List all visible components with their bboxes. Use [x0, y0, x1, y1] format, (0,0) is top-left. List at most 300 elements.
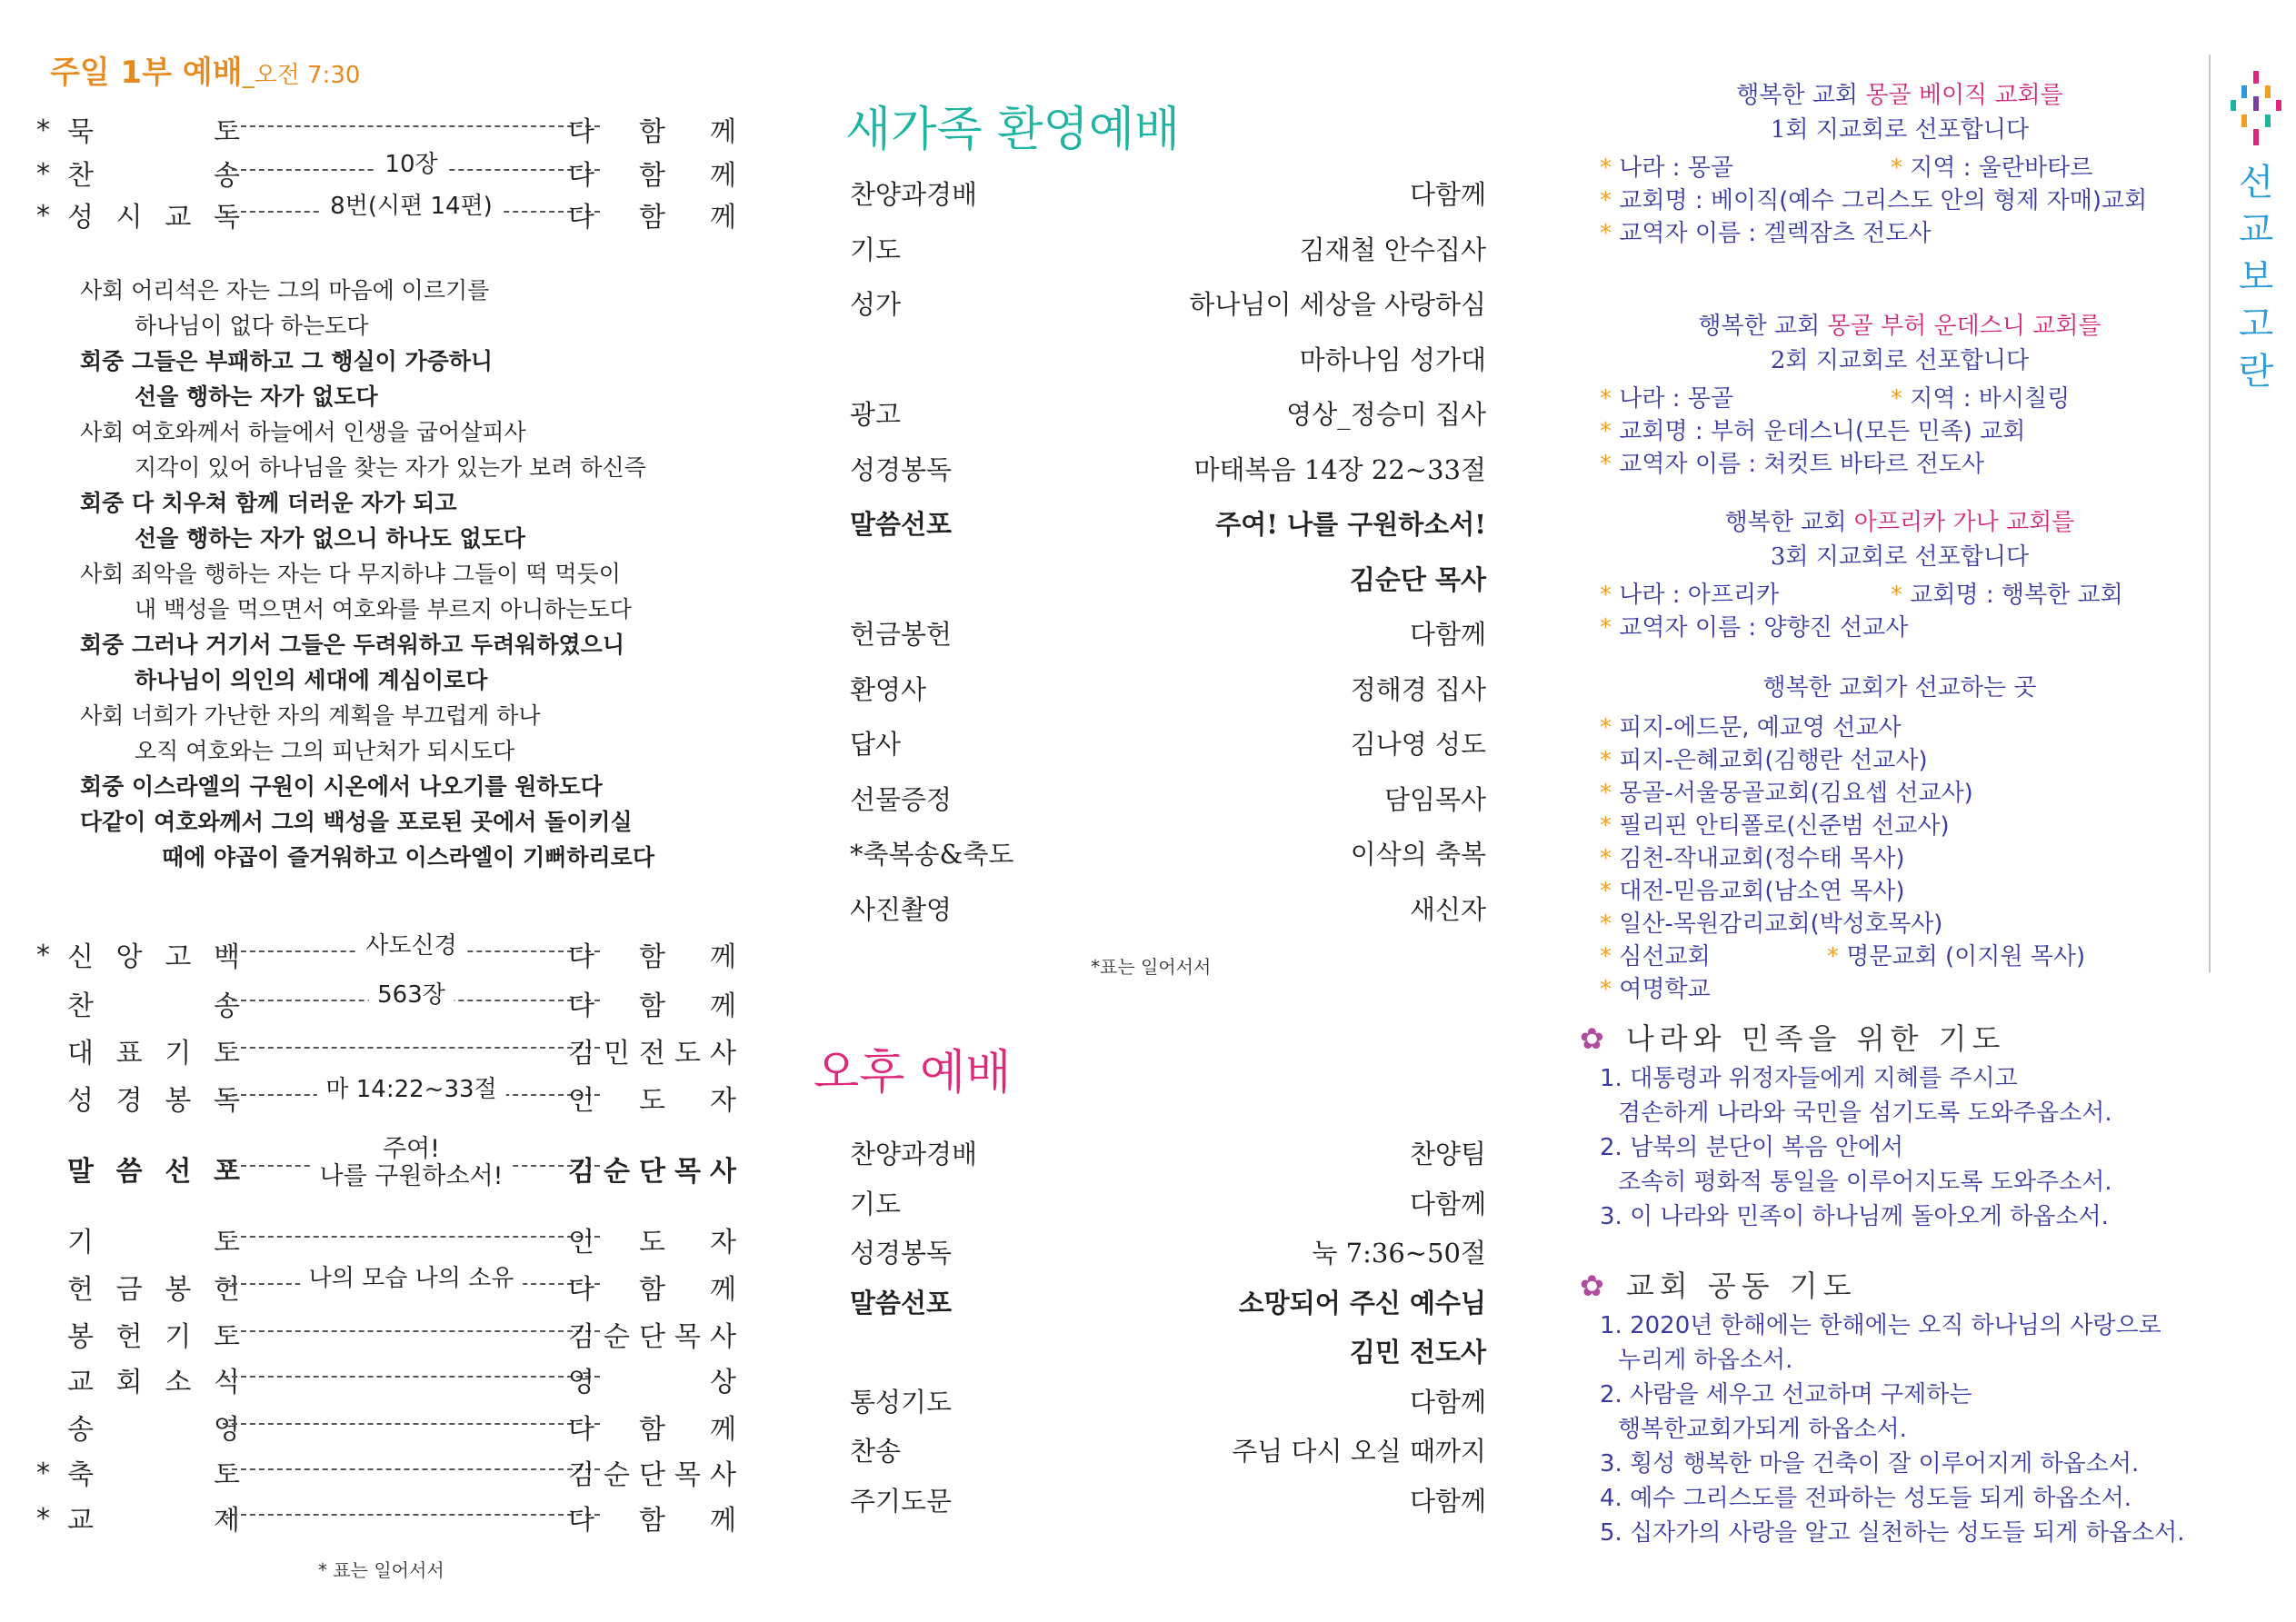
program-item: 기도: [850, 1188, 902, 1219]
label-char: 교: [67, 1505, 94, 1537]
program-item: 통성기도: [850, 1386, 953, 1418]
order-leader: [223, 1407, 600, 1443]
program-row: [850, 724, 1486, 764]
program-leader: 김민 전도사: [1349, 1337, 1486, 1368]
mission-item: * 몽골-서울몽골교회(김요셉 선교사): [1600, 780, 1973, 807]
psalm-line: 지각이 있어 하나님을 찾는 자가 있는가 보려 하신즉: [135, 454, 646, 481]
who-char: 순: [604, 1156, 630, 1188]
program-leader: 마하나임 성가대: [1299, 343, 1486, 375]
bullet-star: *: [1600, 845, 1612, 872]
who-char: 자: [710, 1227, 736, 1259]
label-char: 도: [214, 116, 240, 148]
mission-item: * 교역자 이름 : 쳐컷트 바타르 전도사: [1600, 451, 1984, 478]
program-item: 주기도문: [850, 1485, 953, 1517]
bullet-star: *: [1600, 911, 1612, 938]
label-char: 제: [214, 1505, 240, 1537]
program-item: 선물증정: [850, 783, 953, 815]
program-row: [850, 394, 1486, 434]
order-leader-name: [568, 1078, 736, 1118]
who-char: 단: [639, 1459, 665, 1491]
label-char: 앙: [115, 941, 143, 973]
order-leader: [223, 934, 600, 970]
psalm-line: 선을 행하는 자가 없도다: [135, 383, 378, 410]
label-char: 헌: [115, 1321, 143, 1353]
order-row: [36, 1030, 736, 1076]
prayer-line: 4. 예수 그리스도를 전파하는 성도들 되게 하옵소서.: [1600, 1485, 2131, 1512]
order-detail: 사도신경: [356, 932, 465, 960]
label-char: 고: [165, 941, 192, 973]
prayer-title: [1580, 1263, 1857, 1305]
label-char: 기: [165, 1038, 192, 1070]
label-char: 교: [165, 202, 192, 234]
label-char: 교: [67, 1367, 94, 1398]
psalm-line: 하나님이 의인의 세대에 계심이로다: [135, 667, 488, 693]
program-leader: 새신자: [1409, 893, 1486, 925]
order-row: [36, 1135, 736, 1194]
program-item: 답사: [850, 729, 902, 760]
who-char: 함: [639, 941, 665, 973]
order-row: [36, 1452, 736, 1498]
title-suffix: 3회 지교회로 선포합니다: [1770, 543, 2030, 571]
psalm-line: 하나님이 없다 하는도다: [135, 313, 369, 339]
prayer-line: 1. 대통령과 위정자들에게 지혜를 주시고: [1600, 1065, 2018, 1092]
mission-report-title: 선교보고란: [2238, 162, 2274, 393]
mission-item: * 나라 : 몽골: [1600, 385, 1734, 413]
order-leader: [223, 1078, 600, 1114]
mission-item: * 교역자 이름 : 겔렉잠츠 전도사: [1600, 220, 1932, 247]
order-row: [36, 109, 736, 154]
label-char: 독: [214, 1085, 240, 1117]
order-leader: [223, 109, 600, 145]
program-item: 사진촬영: [850, 893, 953, 925]
program-leader: 찬양팀: [1409, 1139, 1486, 1169]
prayer-line: 조속히 평화적 통일을 이루어지도록 도와주소서.: [1618, 1169, 2112, 1196]
label-char: 기: [165, 1321, 192, 1353]
label-char: 소: [165, 1367, 192, 1398]
order-leader: [223, 1314, 600, 1350]
order-leader-name: [568, 1149, 736, 1189]
label-char: 표: [115, 1038, 143, 1070]
who-char: 함: [639, 202, 665, 234]
order-label: [67, 153, 240, 193]
who-char: 께: [710, 160, 736, 192]
mission-item: * 나라 : 몽골: [1600, 154, 1734, 182]
program-item: 환영사: [850, 673, 927, 705]
who-char: 전: [639, 1038, 665, 1070]
label-char: 성: [67, 202, 94, 234]
order-leader-name: [568, 1498, 736, 1537]
order-leader: [223, 1219, 600, 1256]
mission-block-title: [1600, 78, 2200, 147]
psalm-line: 때에 야곱이 즐거워하고 이스라엘이 기뻐하리로다: [162, 844, 654, 871]
stand-mark: *: [36, 1503, 50, 1535]
order-row: [36, 153, 736, 198]
title-highlight: 아프리카 가나 교회를: [1853, 509, 2075, 536]
mission-block-title: [1600, 505, 2200, 574]
stand-mark: *: [36, 200, 50, 232]
program-leader: 담임목사: [1383, 783, 1486, 815]
bullet-star: *: [1891, 582, 1902, 609]
program-leader: 주여! 나를 구원하소서!: [1215, 509, 1486, 540]
mission-item: * 김천-작내교회(정수태 목사): [1600, 845, 1905, 872]
program-leader: 소망되어 주신 예수님: [1238, 1287, 1486, 1318]
who-char: 께: [710, 116, 736, 148]
order-detail: 8번(시편 14편): [321, 193, 502, 220]
mission-item: * 여명학교: [1600, 976, 1711, 1003]
title-prefix: 행복한 교회: [1736, 82, 1866, 109]
program-row: [850, 670, 1486, 710]
who-char: 김: [568, 1459, 594, 1491]
prayer-line: 겸손하게 나라와 국민을 섬기도록 도와주옵소서.: [1618, 1100, 2112, 1127]
program-item: 찬송: [850, 1436, 902, 1467]
label-char: 송: [67, 1414, 94, 1446]
order-detail: 563장: [368, 981, 454, 1009]
psalm-line: 회중 그들은 부패하고 그 행실이 가증하니: [80, 348, 494, 374]
prayer-title-text: 교회 공동 기도: [1625, 1269, 1857, 1303]
program-leader: 김순단 목사: [1349, 563, 1486, 595]
who-char: 다: [568, 941, 594, 973]
order-leader-name: [568, 934, 736, 974]
order-row: [36, 1498, 736, 1543]
order-leader: [223, 153, 600, 189]
bullet-star: *: [1600, 187, 1612, 214]
order-row: [36, 1359, 736, 1405]
label-char: 송: [214, 160, 240, 192]
bullet-star: *: [1600, 220, 1612, 247]
bullet-star: *: [1600, 614, 1612, 642]
order-label: [67, 1359, 240, 1399]
mission-item: * 나라 : 아프리카: [1600, 582, 1780, 609]
prayer-line: 행복한교회가되게 하옵소서.: [1618, 1416, 1907, 1443]
dotted-leader: [223, 1468, 600, 1470]
who-char: 함: [639, 1505, 665, 1537]
order-leader-name: [568, 1030, 736, 1070]
who-char: 순: [604, 1459, 630, 1491]
psalm-line: 회중 다 치우쳐 함께 더러운 자가 되고: [80, 490, 457, 516]
bullet-star: *: [1827, 943, 1839, 970]
bullet-star: *: [1600, 747, 1612, 774]
program-row: [850, 230, 1486, 270]
psalm-line: 오직 여호와는 그의 피난처가 되시도다: [135, 738, 515, 764]
prayer-line: 2. 사람을 세우고 선교하며 구제하는: [1600, 1381, 1972, 1408]
order-label: [67, 1219, 240, 1259]
who-char: 순: [604, 1321, 630, 1353]
order-label: [67, 109, 240, 149]
mission-item: * 대전-믿음교회(남소연 목사): [1600, 878, 1905, 905]
program-leader: 정해경 집사: [1350, 673, 1486, 705]
label-char: 도: [214, 1227, 240, 1259]
new-family-title: 새가족 환영예배: [845, 103, 1181, 157]
stand-mark: *: [36, 940, 50, 971]
label-char: 말: [67, 1156, 94, 1188]
who-char: 함: [639, 116, 665, 148]
bullet-star: *: [1600, 878, 1612, 905]
label-char: 찬: [67, 990, 94, 1022]
label-char: 백: [214, 941, 240, 973]
order-leader-name: [568, 153, 736, 193]
order-label: [67, 1030, 240, 1070]
who-char: 자: [710, 1085, 736, 1117]
title-suffix: 2회 지교회로 선포합니다: [1770, 347, 2030, 374]
label-char: 시: [115, 202, 143, 234]
who-char: 목: [674, 1321, 701, 1353]
order-row: [36, 1267, 736, 1312]
program-row: [850, 1332, 1486, 1372]
order-leader-name: [568, 1219, 736, 1259]
who-char: 김: [568, 1038, 594, 1070]
mission-fields-title: 행복한 교회가 선교하는 곳: [1762, 674, 2037, 702]
label-char: 송: [214, 990, 240, 1022]
program-row: [850, 1233, 1486, 1273]
who-char: 사: [710, 1156, 736, 1188]
responsive-reading: [80, 273, 771, 875]
mission-item: * 명문교회 (이지원 목사): [1827, 943, 2086, 970]
label-char: 회: [115, 1367, 143, 1398]
mission-item: * 교회명 : 부허 운데스니(모든 민족) 교회: [1600, 418, 2026, 445]
who-char: 목: [674, 1459, 701, 1491]
program-leader: 주님 다시 오실 때까지: [1232, 1436, 1486, 1467]
stand-mark: *: [36, 114, 50, 146]
bullet-star: *: [1600, 385, 1612, 413]
program-leader: 눅 7:36~50절: [1312, 1238, 1486, 1269]
order-detail: 10장: [375, 151, 446, 178]
order-leader-name: [568, 1452, 736, 1492]
divider-line: [2209, 55, 2211, 972]
who-char: 도: [639, 1227, 665, 1259]
program-row: [850, 834, 1486, 874]
order-label: [67, 1314, 240, 1354]
order-label: [67, 983, 240, 1023]
program-row: [850, 890, 1486, 930]
who-char: 인: [568, 1227, 594, 1259]
dotted-leader: [223, 1423, 600, 1425]
bullet-star: *: [1600, 451, 1612, 478]
program-leader: 마태복음 14장 22~33절: [1193, 453, 1486, 485]
who-char: 목: [674, 1156, 701, 1188]
church-logo: [2229, 71, 2283, 145]
title-suffix: 1회 지교회로 선포합니다: [1770, 116, 2030, 144]
who-char: 함: [639, 1274, 665, 1306]
prayer-line: 누리게 하옵소서.: [1618, 1347, 1793, 1374]
flower-icon: ✿: [1580, 1021, 1604, 1056]
mission-item: * 지역 : 바시칠링: [1891, 385, 2071, 413]
prayer-title: [1580, 1016, 2005, 1058]
mission-item: * 필리핀 안티폴로(신준범 선교사): [1600, 812, 1950, 840]
order-row: [36, 1219, 736, 1265]
program-item: 말씀선포: [850, 509, 953, 540]
order-leader: [223, 1452, 600, 1488]
order-leader: [223, 1030, 600, 1067]
program-row: [850, 614, 1486, 654]
label-char: 봉: [67, 1321, 94, 1353]
order-leader-name: [568, 1267, 736, 1307]
order-row: [36, 194, 736, 240]
title-time: _오전 7:30: [242, 62, 361, 89]
program-row: [850, 780, 1486, 820]
program-row: [850, 1481, 1486, 1521]
bullet-star: *: [1600, 812, 1612, 840]
order-detail: 주여! 나를 구원하소서!: [311, 1136, 513, 1190]
label-char: 씀: [115, 1156, 143, 1188]
label-char: 금: [115, 1274, 143, 1306]
label-char: 봉: [165, 1274, 192, 1306]
program-row: [850, 340, 1486, 380]
order-label: [67, 194, 240, 234]
label-char: 도: [214, 1459, 240, 1491]
label-char: 영: [214, 1414, 240, 1446]
program-item: 찬양과경배: [850, 179, 978, 210]
who-char: 도: [674, 1038, 701, 1070]
psalm-line: 사회 너희가 가난한 자의 계획을 부끄럽게 하나: [80, 702, 541, 729]
label-char: 축: [67, 1459, 94, 1491]
who-char: 사: [710, 1038, 736, 1070]
label-char: 찬: [67, 160, 94, 192]
order-row: [36, 934, 736, 980]
mission-item: * 교역자 이름 : 양향진 선교사: [1600, 614, 1909, 642]
dotted-leader: [223, 1514, 600, 1516]
order-leader: [223, 1498, 600, 1534]
order-label: [67, 1267, 240, 1307]
who-char: 단: [639, 1156, 665, 1188]
program-row: [850, 284, 1486, 324]
who-char: 영: [568, 1367, 594, 1398]
order-label: [67, 1407, 240, 1447]
standing-note-mid: *표는 일어서서: [1091, 956, 1212, 978]
program-leader: 김재철 안수집사: [1299, 234, 1486, 265]
order-row: [36, 1407, 736, 1452]
mission-item: * 지역 : 울란바타르: [1891, 154, 2093, 182]
prayer-line: 1. 2020년 한해에는 한해에는 오직 하나님의 사랑으로: [1600, 1312, 2161, 1339]
order-leader-name: [568, 1407, 736, 1447]
program-row: [850, 174, 1486, 214]
mission-item: * 피지-에드문, 예교영 선교사: [1600, 714, 1902, 741]
prayer-line: 3. 횡성 행복한 마을 건축이 잘 이루어지게 하옵소서.: [1600, 1450, 2140, 1478]
who-char: 도: [639, 1085, 665, 1117]
label-char: 기: [67, 1227, 94, 1259]
program-row: [850, 560, 1486, 600]
prayer-title-text: 나라와 민족을 위한 기도: [1625, 1021, 2006, 1056]
who-char: 다: [568, 1505, 594, 1537]
dotted-leader: [223, 125, 600, 127]
psalm-line: 내 백성을 먹으면서 여호와를 부르지 아니하는도다: [135, 596, 632, 622]
order-leader-name: [568, 1359, 736, 1399]
who-char: 김: [568, 1321, 594, 1353]
label-char: 봉: [165, 1085, 192, 1117]
program-item: *축복송&축도: [850, 839, 1014, 870]
mission-item: * 교회명 : 베이직(예수 그리스도 안의 형제 자매)교회: [1600, 187, 2148, 214]
who-char: 단: [639, 1321, 665, 1353]
program-row: [850, 1184, 1486, 1224]
psalm-line: 선을 행하는 자가 없으니 하나도 없도다: [135, 525, 525, 552]
program-leader: 다함께: [1409, 1188, 1486, 1219]
who-char: 함: [639, 990, 665, 1022]
label-char: 도: [214, 1038, 240, 1070]
who-char: 사: [710, 1321, 736, 1353]
mission-block-title: [1600, 309, 2200, 378]
program-item: 성경봉독: [850, 453, 953, 485]
program-leader: 영상_정승미 집사: [1286, 399, 1486, 430]
order-row: [36, 983, 736, 1029]
bullet-star: *: [1600, 780, 1612, 807]
order-leader-name: [568, 983, 736, 1023]
flower-icon: ✿: [1580, 1269, 1604, 1303]
title-prefix: 행복한 교회: [1698, 313, 1828, 340]
who-char: 인: [568, 1085, 594, 1117]
standing-note: * 표는 일어서서: [318, 1559, 444, 1581]
psalm-line: 사회 여호와께서 하늘에서 인생을 굽어살피사: [80, 419, 526, 445]
order-leader: [223, 1359, 600, 1396]
label-char: 헌: [67, 1274, 94, 1306]
program-leader: 다함께: [1409, 179, 1486, 210]
order-leader-name: [568, 109, 736, 149]
order-label: [67, 934, 240, 974]
psalm-line: 회중 그러나 거기서 그들은 두려워하고 두려워하였으니: [80, 632, 624, 658]
label-char: 대: [67, 1038, 94, 1070]
order-leader-name: [568, 194, 736, 234]
mission-item: * 피지-은혜교회(김행란 선교사): [1600, 747, 1928, 774]
who-char: 다: [568, 1274, 594, 1306]
order-leader: [223, 983, 600, 1020]
mission-item: * 심선교회: [1600, 943, 1711, 970]
program-item: 성가: [850, 289, 902, 320]
who-char: 김: [568, 1156, 594, 1188]
program-leader: 하나님이 세상을 사랑하심: [1189, 289, 1486, 320]
order-label: [67, 1149, 240, 1189]
label-char: 헌: [214, 1274, 240, 1306]
title-highlight: 몽골 부허 운데스니 교회를: [1827, 313, 2101, 340]
dotted-leader: [223, 1330, 600, 1332]
who-char: 민: [604, 1038, 630, 1070]
who-char: 상: [710, 1367, 736, 1398]
bullet-star: *: [1600, 418, 1612, 445]
program-leader: 이삭의 축복: [1350, 839, 1486, 870]
program-leader: 다함께: [1409, 1386, 1486, 1418]
order-leader: [223, 1267, 600, 1303]
label-char: 묵: [67, 116, 94, 148]
mission-item: * 일산-목원감리교회(박성호목사): [1600, 911, 1943, 938]
psalm-line: 사회 죄악을 행하는 자는 다 무지하냐 그들이 떡 먹듯이: [80, 561, 621, 587]
first-service-title: [50, 47, 360, 92]
who-char: 다: [568, 1414, 594, 1446]
who-char: 께: [710, 1414, 736, 1446]
who-char: 사: [710, 1459, 736, 1491]
who-char: 께: [710, 1505, 736, 1537]
program-row: [850, 1134, 1486, 1174]
bullet-star: *: [1600, 582, 1612, 609]
prayer-line: 2. 남북의 분단이 복음 안에서: [1600, 1134, 1904, 1161]
who-char: 께: [710, 990, 736, 1022]
afternoon-title: 오후 예배: [814, 1046, 1012, 1100]
program-leader: 다함께: [1409, 619, 1486, 650]
who-char: 다: [568, 160, 594, 192]
order-leader: [223, 1135, 600, 1190]
bullet-star: *: [1891, 385, 1902, 413]
stand-mark: *: [36, 158, 50, 190]
order-row: [36, 1314, 736, 1359]
title-text: 주일 1부 예배: [50, 55, 243, 91]
dotted-leader: [223, 1236, 600, 1238]
who-char: 께: [710, 1274, 736, 1306]
label-char: 신: [67, 941, 94, 973]
bullet-star: *: [1891, 154, 1902, 182]
prayer-line: 3. 이 나라와 민족이 하나님께 돌아오게 하옵소서.: [1600, 1203, 2109, 1230]
label-char: 선: [165, 1156, 192, 1188]
stand-mark: *: [36, 1458, 50, 1489]
program-row: [850, 504, 1486, 544]
dotted-leader: [223, 1376, 600, 1378]
program-item: 말씀선포: [850, 1287, 953, 1318]
who-char: 다: [568, 990, 594, 1022]
